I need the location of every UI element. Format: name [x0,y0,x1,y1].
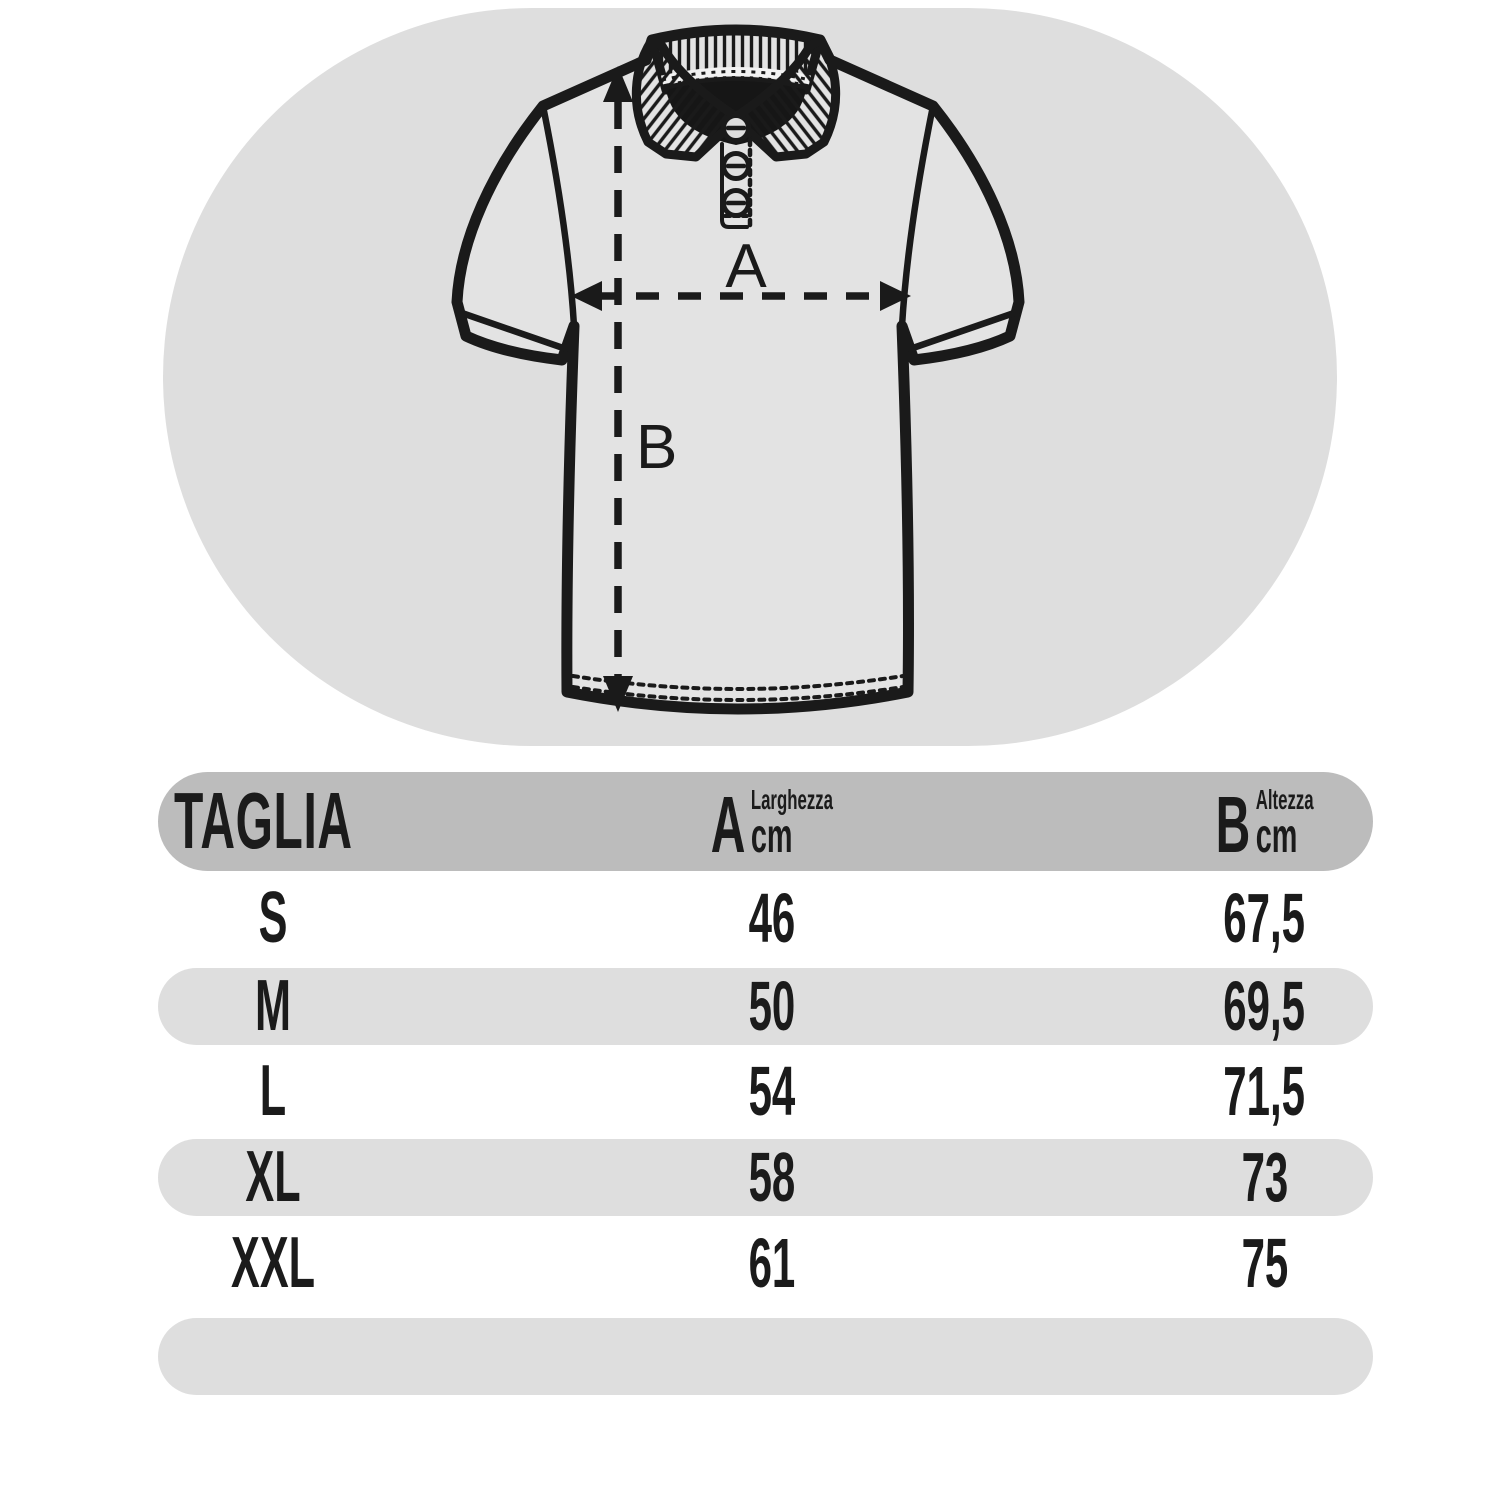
header-a-letter: A [710,780,746,870]
height-value: 73 [1241,1138,1288,1217]
width-value: 61 [748,1224,796,1303]
width-value: 58 [748,1138,796,1217]
header-b-letter: B [1215,780,1251,870]
header-size-label: TAGLIA [174,776,353,866]
header-a-unit: cm [750,810,793,864]
buttons [724,116,749,216]
table-row-xl [158,1139,1373,1216]
height-value: 75 [1241,1224,1288,1303]
table-row-s [158,880,1373,957]
measure-b-label: B [636,413,678,482]
width-value: 54 [748,1052,796,1131]
size-label: XXL [230,1223,316,1304]
size-label: S [258,878,288,959]
height-value: 69,5 [1223,967,1306,1046]
size-label: L [259,1051,287,1132]
table-row-l [158,1053,1373,1130]
header-b-cell [1156,780,1373,870]
header-a-cell [388,780,1156,870]
header-size-cell [158,776,388,866]
table-row-empty [158,1318,1373,1395]
header-b-sublabel: Altezza [1255,784,1314,816]
button-placket [722,116,750,228]
width-value: 46 [748,879,796,958]
height-value: 71,5 [1223,1052,1306,1131]
table-row-m [158,968,1373,1045]
table-row-xxl [158,1225,1373,1302]
size-label: M [254,966,291,1047]
width-value: 50 [748,967,796,1046]
size-label: XL [245,1137,301,1218]
header-a-sublabel: Larghezza [750,784,834,816]
height-value: 67,5 [1223,879,1306,958]
table-header-row [158,772,1373,871]
header-b-unit: cm [1255,810,1298,864]
measure-a-label: A [725,232,767,301]
